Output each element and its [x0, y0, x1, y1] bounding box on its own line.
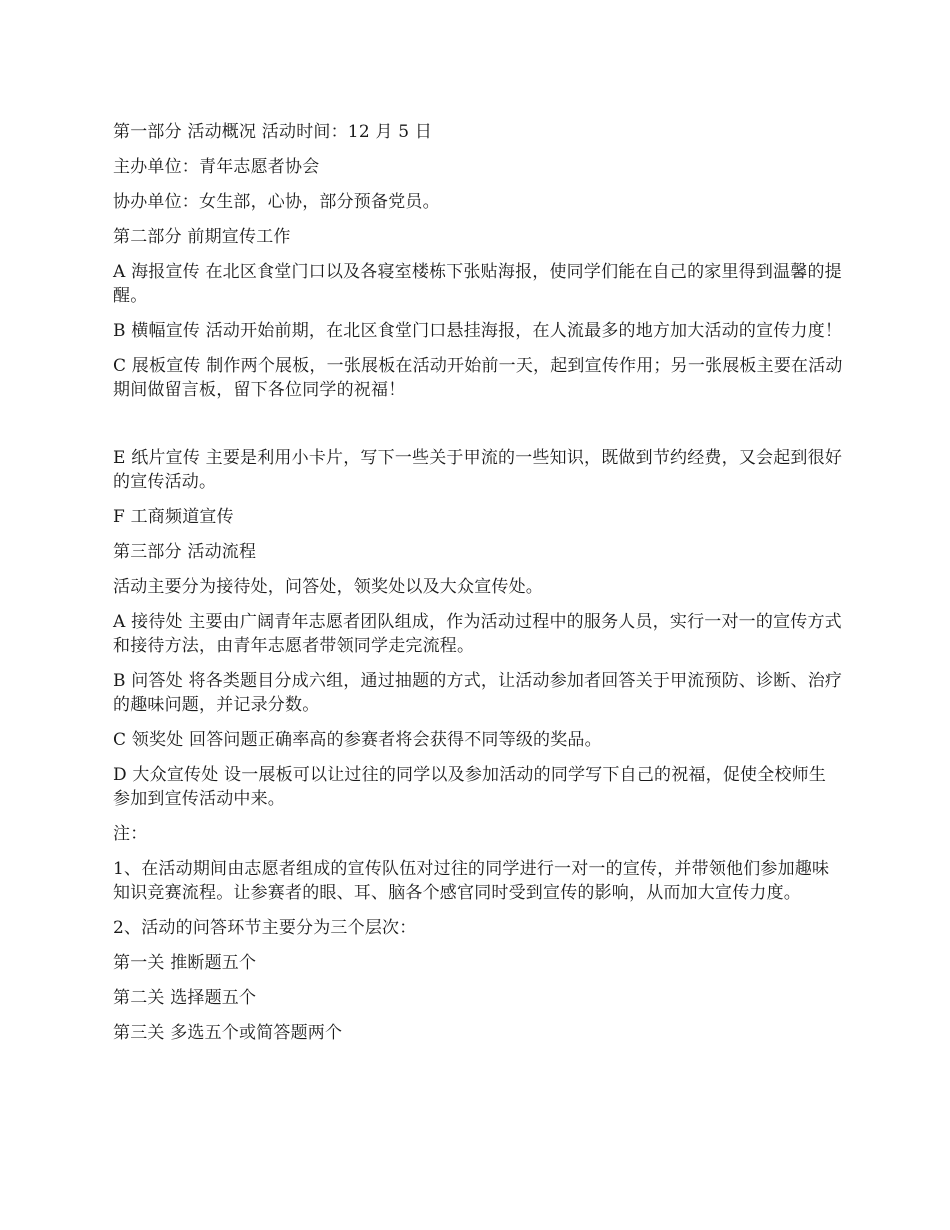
paragraph-banner-publicity: B 横幅宣传 活动开始前期，在北区食堂门口悬挂海报，在人流最多的地方加大活动的宣传力度！ — [113, 321, 843, 341]
quiz-level-3: 第三关 多选五个或简答题两个 — [113, 1023, 343, 1043]
paragraph-process-summary: 活动主要分为接待处，问答处，领奖处以及大众宣传处。 — [113, 577, 543, 597]
document-body — [113, 120, 843, 1056]
paragraph-overview-time: 第一部分 活动概况 活动时间：12 月 5 日 — [113, 122, 433, 142]
note-heading: 注： — [113, 824, 148, 844]
quiz-level-1: 第一关 推断题五个 — [113, 953, 257, 973]
blank-spacer — [113, 413, 843, 446]
note-item-1: 1、在活动期间由志愿者组成的宣传队伍对过往的同学进行一对一的宣传，并带领他们参加趣味知识竞赛流程。让参赛者的眼、耳、脑各个感官同时受到宣传的影响，从而加大宣传力度。 — [113, 859, 830, 903]
paragraph-poster-publicity: A 海报宣传 在北区食堂门口以及各寝室楼栋下张贴海报，使同学们能在自己的家里得到温馨的提醒。 — [113, 262, 842, 306]
note-item-2: 2、活动的问答环节主要分为三个层次： — [113, 918, 417, 938]
section-heading-process: 第三部分 活动流程 — [113, 542, 257, 562]
section-heading-publicity: 第二部分 前期宣传工作 — [113, 227, 291, 247]
paragraph-display-board-publicity: C 展板宣传 制作两个展板，一张展板在活动开始前一天，起到宣传作用；另一张展板主要在活动期间做留言板，留下各位同学的祝福！ — [113, 356, 843, 400]
paragraph-public-desk: D 大众宣传处 设一展板可以让过往的同学以及参加活动的同学写下自己的祝福，促使全校师生参加到宣传活动中来。 — [113, 765, 827, 809]
paragraph-quiz-desk: B 问答处 将各类题目分成六组，通过抽题的方式，让活动参加者回答关于甲流预防、诊断、治疗的趣味问题，并记录分数。 — [113, 671, 843, 715]
paragraph-co-organizer: 协办单位：女生部，心协，部分预备党员。 — [113, 192, 440, 212]
paragraph-channel-publicity: F 工商频道宣传 — [113, 507, 234, 527]
paragraph-card-publicity: E 纸片宣传 主要是利用小卡片，写下一些关于甲流的一些知识，既做到节约经费，又会起到很好的宣传活动。 — [113, 448, 843, 492]
quiz-level-2: 第二关 选择题五个 — [113, 988, 257, 1008]
paragraph-prize-desk: C 领奖处 回答问题正确率高的参赛者将会获得不同等级的奖品。 — [113, 730, 602, 750]
paragraph-reception-desk: A 接待处 主要由广阔青年志愿者团队组成，作为活动过程中的服务人员，实行一对一的宣传方式和接待方法，由青年志愿者带领同学走完流程。 — [113, 612, 842, 656]
paragraph-organizer: 主办单位：青年志愿者协会 — [113, 157, 320, 177]
